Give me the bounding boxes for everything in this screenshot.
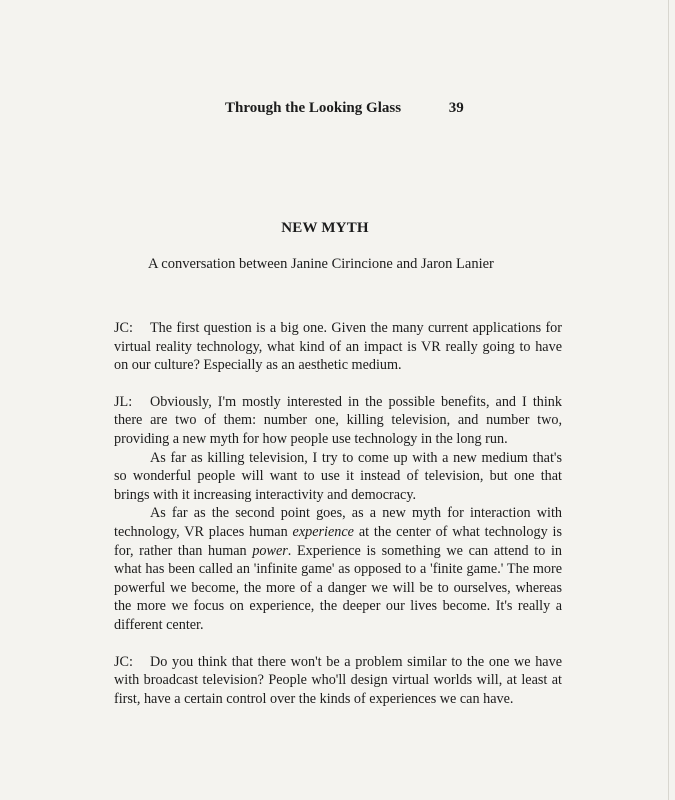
emphasis-experience: experience	[292, 523, 354, 540]
running-header	[225, 100, 464, 117]
page-number: 39	[448, 100, 464, 116]
paragraph-jc-question-2	[114, 653, 562, 709]
paragraph-jc-question-1	[114, 319, 562, 375]
emphasis-power: power	[252, 542, 288, 559]
paragraph-text: Do you think that there won't be a problem similar to the one we have with broadcast television? People who'll design virtual worlds will, at least at first, have a certain control over the kinds of experiences we can have.	[114, 653, 562, 707]
paragraph-jl-answer-1	[114, 393, 562, 449]
paragraph-jl-continued-2	[114, 504, 562, 634]
paragraph-text-middle: at the center of what technology is for, rather than human	[114, 523, 562, 559]
page-edge-line	[668, 0, 669, 800]
speaker-label: JL:	[114, 393, 133, 410]
paragraph-text: The first question is a big one. Given the many current applications for virtual reality technology, what kind of an impact is VR really going to have on our culture? Especially as an aesthetic medium.	[114, 320, 562, 374]
paragraph-text-end: . Experience is something we can attend to in what has been called an 'infinite game' as opposed to a 'finite game.' The more powerful we become, the more of a danger we will be to ourselves, whereas the more we focus on experience, the deeper our lives become. It's really a different center.	[114, 542, 562, 633]
article-subtitle: A conversation between Janine Cirincione and Jaron Lanier	[148, 256, 494, 272]
speaker-label: JC:	[114, 320, 133, 336]
speaker-label: JC:	[114, 653, 133, 670]
paragraph-text: As far as killing television, I try to come up with a new medium that's so wonderful people will want to use it instead of television, but one that brings with it increasing interactivity and democracy.	[114, 449, 562, 503]
paragraph-text-start: As far as the second point goes, as a new myth for interaction with technology, VR places human	[114, 505, 562, 540]
article-title: NEW MYTH	[281, 220, 369, 236]
running-header-title: Through the Looking Glass	[225, 100, 402, 116]
paragraph-jl-continued-1	[114, 449, 562, 505]
paragraph-text: Obviously, I'm mostly interested in the possible benefits, and I think there are two of them: number one, killing television, and number two, providing a new myth for how people use technology in the long run.	[114, 393, 562, 447]
interview-body	[114, 319, 562, 708]
